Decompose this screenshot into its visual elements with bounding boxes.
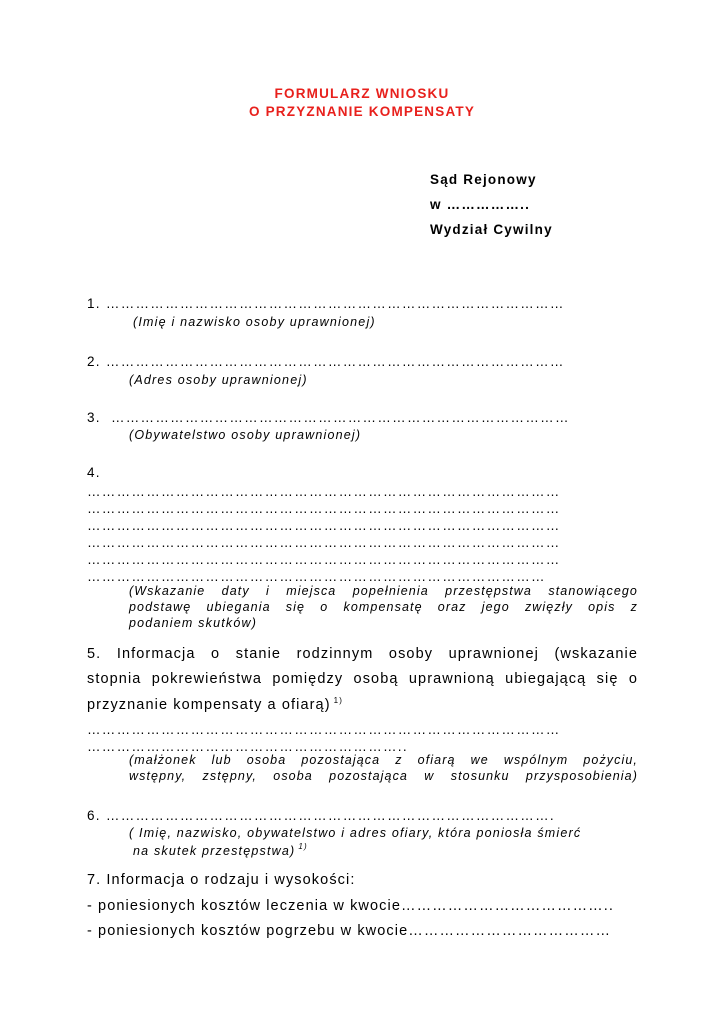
item-3-hint: (Obywatelstwo osoby uprawnionej) bbox=[129, 428, 362, 442]
item-5-text-line-1: 5. Informacja o stanie rodzinnym osoby uprawnionej (wskazanie bbox=[87, 646, 638, 662]
item-3-field: 3. ………………………………………………………………………………… bbox=[87, 410, 570, 425]
item-5-dotted-line: ……………………………………………………….. bbox=[87, 739, 408, 754]
item-1-field: 1. ………………………………………………………………………………… bbox=[87, 296, 565, 311]
item-6-field: 6. ………………………………………………………………………………. bbox=[87, 808, 555, 823]
item-5-hint-line-2: wstępny, zstępny, osoba pozostająca w stosunku przysposobienia) bbox=[129, 769, 638, 783]
item-4-dotted-line: …………………………………………………………………………………… bbox=[87, 484, 561, 499]
item-6-hint-line-2 bbox=[133, 842, 308, 858]
form-title-line-2: O PRZYZNANIE KOMPENSATY bbox=[248, 104, 476, 119]
item-6-hint-line-1: ( Imię, nazwisko, obywatelstwo i adres ofiary, która poniosła śmierć bbox=[129, 826, 582, 840]
item-5-dotted-line: …………………………………………………………………………………… bbox=[87, 722, 561, 737]
item-7-medical-costs: - poniesionych kosztów leczenia w kwocie………………………………….. bbox=[87, 898, 615, 914]
footnote-marker: 1) bbox=[298, 842, 308, 851]
item-4-hint-line-3: podaniem skutków) bbox=[129, 616, 258, 630]
item-2-hint: (Adres osoby uprawnionej) bbox=[129, 373, 308, 387]
item-2-field: 2. ………………………………………………………………………………… bbox=[87, 354, 565, 369]
court-city: w …………….. bbox=[430, 197, 531, 212]
item-6-hint-line-2-label: na skutek przestępstwa) bbox=[133, 844, 296, 858]
item-4-dotted-line: ………………………………………………………………………………… bbox=[87, 569, 546, 584]
item-7-heading: 7. Informacja o rodzaju i wysokości: bbox=[87, 872, 356, 888]
item-5-text-line-3 bbox=[87, 696, 343, 713]
item-5-text-line-2: stopnia pokrewieństwa pomiędzy osobą uprawnioną ubiegającą się o bbox=[87, 671, 638, 687]
footnote-marker: 1) bbox=[333, 696, 343, 705]
item-5-hint-line-1: (małżonek lub osoba pozostająca z ofiarą we wspólnym pożyciu, bbox=[129, 753, 638, 767]
item-1-hint: (Imię i nazwisko osoby uprawnionej) bbox=[133, 315, 376, 329]
item-4-dotted-line: …………………………………………………………………………………… bbox=[87, 552, 561, 567]
item-4-hint-line-2: podstawę ubiegania się o kompensatę oraz jego zwięzły opis z bbox=[129, 600, 638, 614]
court-name: Sąd Rejonowy bbox=[430, 172, 537, 187]
form-title-line-1: FORMULARZ WNIOSKU bbox=[274, 86, 450, 101]
item-7-funeral-costs: - poniesionych kosztów pogrzebu w kwocie………………………………… bbox=[87, 923, 612, 939]
item-4-hint-line-1: (Wskazanie daty i miejsca popełnienia przestępstwa stanowiącego bbox=[129, 584, 638, 598]
court-division: Wydział Cywilny bbox=[430, 222, 553, 237]
item-4-dotted-line: …………………………………………………………………………………… bbox=[87, 535, 561, 550]
item-5-text-line-3-label: przyznanie kompensaty a ofiarą) bbox=[87, 697, 331, 713]
item-4-number: 4. bbox=[87, 465, 101, 480]
item-4-dotted-line: …………………………………………………………………………………… bbox=[87, 501, 561, 516]
item-4-dotted-line: …………………………………………………………………………………… bbox=[87, 518, 561, 533]
